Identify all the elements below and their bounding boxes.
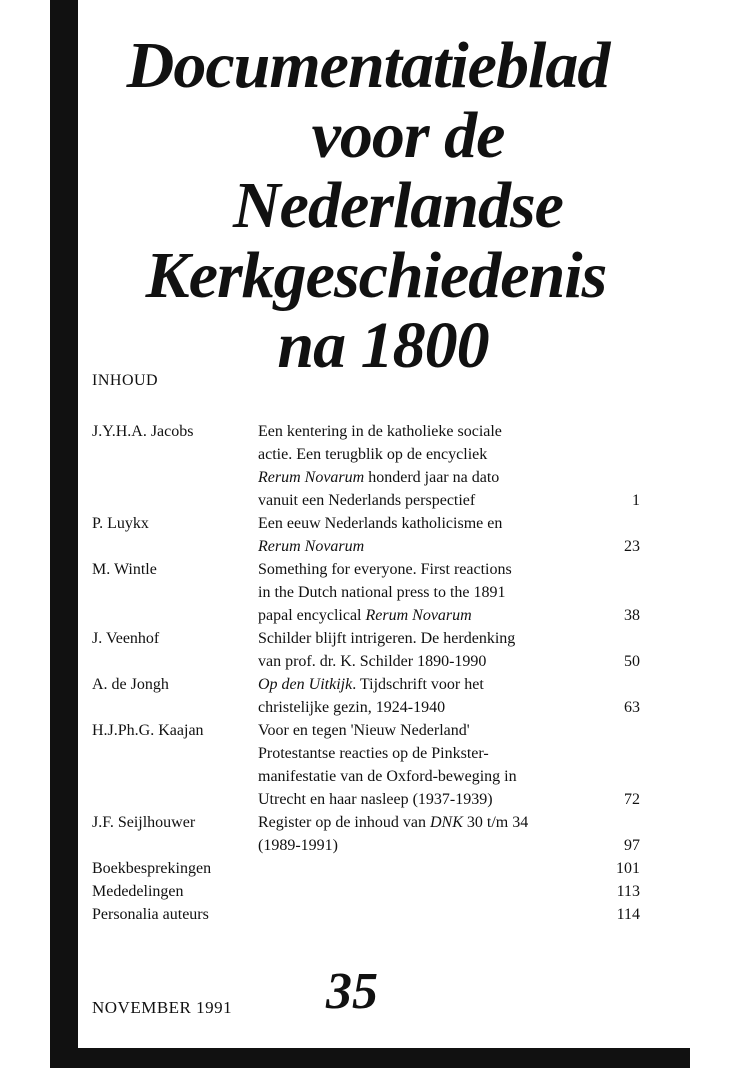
bottom-border-bar bbox=[50, 1048, 690, 1068]
toc-title-line bbox=[258, 834, 558, 857]
toc-misc-sections bbox=[92, 857, 640, 926]
toc-title-segment: papal encyclical bbox=[258, 607, 366, 624]
issue-date: NOVEMBER 1991 bbox=[92, 998, 233, 1017]
toc-title-line bbox=[258, 765, 558, 788]
toc-title-line bbox=[258, 650, 558, 673]
toc-title-line bbox=[258, 558, 558, 581]
toc-title-line bbox=[258, 512, 558, 535]
toc-article-title bbox=[258, 811, 558, 857]
toc-title-line bbox=[258, 719, 558, 742]
toc-title-line bbox=[258, 696, 558, 719]
toc-title-line bbox=[258, 535, 558, 558]
toc-section-label: Boekbesprekingen bbox=[92, 860, 212, 877]
toc-title-segment: manifestatie van de Oxford-beweging in bbox=[258, 768, 517, 785]
toc-entry bbox=[92, 719, 640, 811]
toc-section-row bbox=[92, 880, 640, 903]
toc-title-segment: Utrecht en haar nasleep (1937-1939) bbox=[258, 791, 493, 808]
toc-title-line bbox=[258, 443, 558, 466]
toc-page-number: 97 bbox=[624, 837, 640, 854]
toc-article-title bbox=[258, 558, 558, 627]
toc-title-line bbox=[258, 420, 558, 443]
toc-section-label: Personalia auteurs bbox=[92, 906, 209, 923]
toc-title-italic-segment: Rerum Novarum bbox=[258, 469, 365, 486]
toc-author: J.F. Seijlhouwer bbox=[92, 814, 196, 831]
title-line-1: Documentatieblad bbox=[126, 29, 610, 102]
issue-number: 35 bbox=[326, 963, 378, 1020]
toc-title-segment: Something for everyone. First reactions bbox=[258, 561, 512, 578]
toc-page-number: 101 bbox=[616, 860, 640, 877]
toc-article-title bbox=[258, 512, 558, 558]
toc-page-number: 1 bbox=[632, 492, 640, 509]
toc-entry bbox=[92, 811, 640, 857]
toc-title-segment: . Tijdschrift voor het bbox=[352, 676, 484, 693]
toc-title-segment: actie. Een terugblik op de encycliek bbox=[258, 446, 488, 463]
toc-entry bbox=[92, 558, 640, 627]
toc-page-number: 113 bbox=[616, 883, 640, 900]
toc-article-title bbox=[258, 627, 558, 673]
toc-page-number: 23 bbox=[624, 538, 640, 555]
toc-author: H.J.Ph.G. Kaajan bbox=[92, 722, 204, 739]
toc-title-segment: christelijke gezin, 1924-1940 bbox=[258, 699, 446, 716]
toc-title-segment: Schilder blijft intrigeren. De herdenking bbox=[258, 630, 516, 647]
toc-author: J. Veenhof bbox=[92, 630, 160, 647]
toc-title-segment: honderd jaar na dato bbox=[364, 469, 500, 486]
toc-author: A. de Jongh bbox=[92, 676, 169, 693]
toc-title-italic-segment: Rerum Novarum bbox=[258, 538, 365, 555]
toc-page-number: 72 bbox=[624, 791, 640, 808]
toc-article-title bbox=[258, 719, 558, 811]
toc-section-row bbox=[92, 857, 640, 880]
toc-title-segment: vanuit een Nederlands perspectief bbox=[258, 492, 476, 509]
title-line-5: na 1800 bbox=[277, 309, 489, 382]
toc-title-line bbox=[258, 581, 558, 604]
table-of-contents bbox=[92, 420, 640, 926]
title-line-2: voor de bbox=[311, 99, 505, 172]
toc-title-line bbox=[258, 788, 558, 811]
toc-title-segment: Protestantse reacties op de Pinkster- bbox=[258, 745, 489, 762]
toc-page-number: 63 bbox=[624, 699, 640, 716]
toc-title-line bbox=[258, 489, 558, 512]
toc-entry bbox=[92, 512, 640, 558]
toc-article-title bbox=[258, 673, 558, 719]
toc-entry bbox=[92, 627, 640, 673]
toc-title-segment: Een kentering in de katholieke sociale bbox=[258, 423, 502, 440]
toc-title-line bbox=[258, 604, 558, 627]
toc-title-segment: Register op de inhoud van bbox=[258, 814, 430, 831]
left-border-bar bbox=[50, 0, 78, 1068]
toc-title-italic-segment: DNK bbox=[429, 814, 463, 831]
toc-title-segment: in the Dutch national press to the 1891 bbox=[258, 584, 506, 601]
toc-title-line bbox=[258, 742, 558, 765]
toc-title-line bbox=[258, 627, 558, 650]
toc-article-title bbox=[258, 420, 558, 512]
toc-page-number: 50 bbox=[624, 653, 640, 670]
contents-heading: INHOUD bbox=[92, 372, 159, 389]
toc-title-segment: van prof. dr. K. Schilder 1890-1990 bbox=[258, 653, 487, 670]
toc-entry bbox=[92, 673, 640, 719]
toc-page-number: 114 bbox=[616, 906, 640, 923]
toc-author: P. Luykx bbox=[92, 515, 149, 532]
toc-title-segment: Een eeuw Nederlands katholicisme en bbox=[258, 515, 503, 532]
toc-author: M. Wintle bbox=[92, 561, 157, 578]
toc-title-line bbox=[258, 466, 558, 489]
title-line-4: Kerkgeschiedenis bbox=[145, 239, 607, 312]
toc-section-row bbox=[92, 903, 640, 926]
title-line-3: Nederlandse bbox=[233, 169, 563, 242]
toc-section-label: Mededelingen bbox=[92, 883, 184, 900]
toc-title-line bbox=[258, 811, 558, 834]
toc-title-italic-segment: Op den Uitkijk bbox=[258, 676, 353, 693]
toc-entries bbox=[92, 420, 640, 857]
toc-title-segment: (1989-1991) bbox=[258, 837, 338, 854]
toc-author: J.Y.H.A. Jacobs bbox=[92, 423, 194, 440]
journal-title bbox=[78, 30, 698, 380]
toc-page-number: 38 bbox=[624, 607, 640, 624]
toc-title-italic-segment: Rerum Novarum bbox=[365, 607, 472, 624]
toc-title-segment: 30 t/m 34 bbox=[462, 814, 529, 831]
toc-entry bbox=[92, 420, 640, 512]
toc-title-segment: Voor en tegen 'Nieuw Nederland' bbox=[258, 722, 470, 739]
toc-title-line bbox=[258, 673, 558, 696]
